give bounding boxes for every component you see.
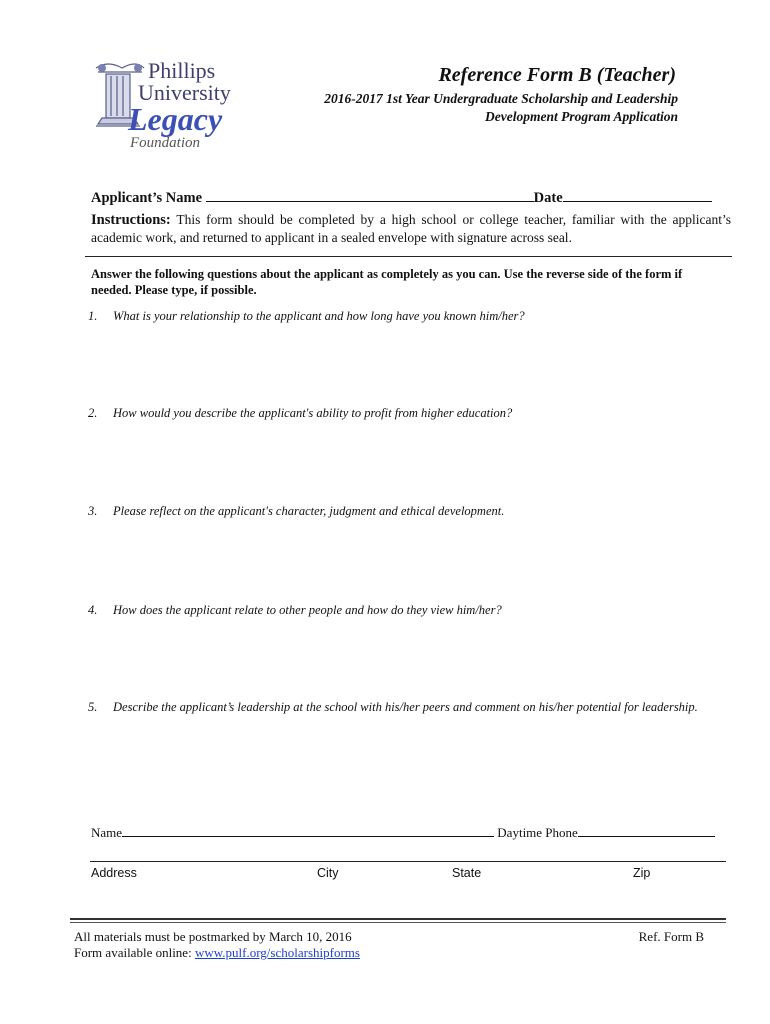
online-availability [74,945,360,961]
form-title: Reference Form B (Teacher) [438,64,676,86]
logo-line2: University [138,80,231,105]
foundation-logo [92,58,252,150]
question-number: 4. [88,603,98,617]
question-number: 5. [88,700,98,714]
question-text: Describe the applicant’s leadership at the school with his/her peers and comment on his/her potential for leadership. [113,700,698,714]
state-label: State [452,866,482,880]
footer-divider [70,918,726,920]
question-number: 3. [88,504,98,518]
applicant-name-label: Applicant’s Name [91,190,203,206]
scholarship-forms-link[interactable]: www.pulf.org/scholarshipforms [194,945,360,960]
question-text: How does the applicant relate to other people and how do they view him/her? [113,603,502,617]
applicant-name-field[interactable] [206,187,534,202]
zip-label: Zip [633,866,651,880]
instructions-text: This form should be completed by a high school or college teacher, familiar with the applicant’s academic work, and returned to applicant in a sealed envelope with signature across seal. [91,212,731,245]
section-divider [85,256,732,257]
form-subtitle: 2016-2017 1st Year Undergraduate Scholarship and Leadership Development Program Application [324,91,678,124]
address-label: Address [91,866,137,880]
column-emblem-icon [92,58,252,150]
daytime-phone-label: Daytime Phone [497,825,578,840]
applicant-row [91,187,712,207]
logo-line1: Phillips [148,58,216,83]
question-1 [88,308,728,324]
name-field[interactable] [122,822,494,837]
contact-row [91,822,715,841]
date-label: Date [533,190,563,206]
postmark-notice: All materials must be postmarked by March 10, 2016 [74,929,352,944]
logo-foundation: Foundation [130,135,200,150]
question-2 [88,405,728,421]
question-text: Please reflect on the applicant's character, judgment and ethical development. [113,504,505,518]
online-prefix: Form available online: [74,945,195,960]
address-field[interactable] [90,861,726,862]
question-text: How would you describe the applicant's ability to profit from higher education? [113,406,513,420]
instructions [91,211,731,246]
question-4 [88,602,728,618]
question-number: 2. [88,406,98,420]
city-label: City [317,866,339,880]
date-field[interactable] [563,187,712,202]
logo-script: Legacy [128,101,223,137]
reference-form-label: Ref. Form B [638,929,704,944]
question-5 [88,699,728,715]
instructions-label: Instructions: [91,212,171,228]
question-text: What is your relationship to the applicant and how long have you known him/her? [113,309,525,323]
footer-divider-secondary [70,922,726,923]
daytime-phone-field[interactable] [578,822,715,837]
question-3 [88,503,728,519]
question-number: 1. [88,309,98,323]
name-label: Name [91,825,123,840]
answer-note: Answer the following questions about the applicant as completely as you can. Use the reverse side of the form if needed. Please type, if possible. [91,267,683,297]
